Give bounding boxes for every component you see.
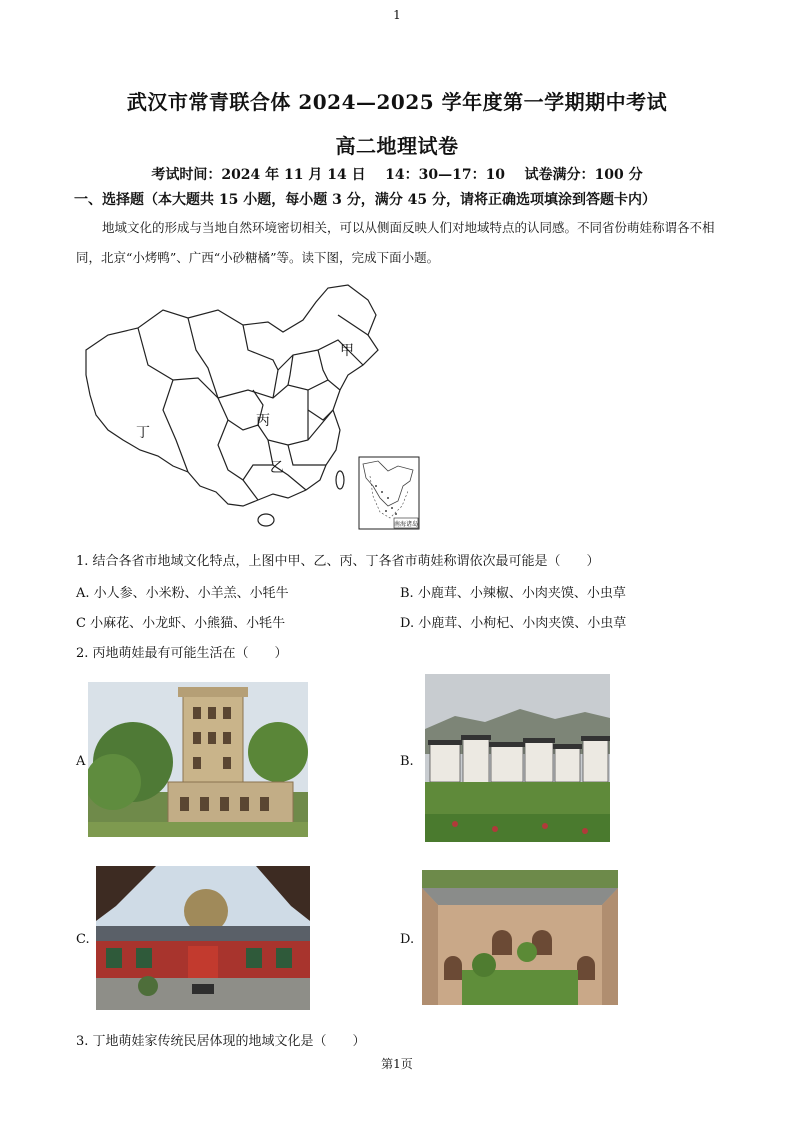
map-label-ding: 丁 — [136, 425, 150, 441]
q1-option-d[interactable]: D. 小鹿茸、小枸杞、小肉夹馍、小虫草 — [400, 616, 627, 631]
question-3-stem: 3. 丁地萌娃家传统民居体现的地域文化是（ ） — [76, 1034, 366, 1049]
q2-image-option-b-label[interactable]: B. — [400, 754, 414, 769]
question-2-stem: 2. 丙地萌娃最有可能生活在（ ） — [76, 646, 288, 661]
intro-paragraph: 地域文化的形成与当地自然环境密切相关，可以从侧面反映人们对地域特点的认同感。不同省份萌娃称谓各不相同，北京“小烤鸭”、广西“小砂糖橘”等。读下图，完成下面小题。 — [76, 220, 715, 265]
q2-image-c-siheyuan-photo[interactable] — [96, 866, 310, 1010]
q1-option-c[interactable]: C 小麻花、小龙虾、小熊猫、小牦牛 — [76, 616, 286, 631]
q2-image-b-huizhou-village-photo[interactable] — [425, 674, 610, 842]
q2-image-option-d-label[interactable]: D. — [400, 932, 415, 947]
map-label-bing: 丙 — [256, 413, 270, 429]
question-1-stem: 1. 结合各省市地域文化特点，上图中甲、乙、丙、丁各省市萌娃称谓依次最可能是（ ） — [76, 554, 600, 569]
q1-option-b[interactable]: B. 小鹿茸、小辣椒、小肉夹馍、小虫草 — [400, 586, 626, 601]
section-heading: 一、选择题（本大题共 15 小题，每小题 3 分，满分 45 分，请将正确选项填涂到答题卡内） — [74, 192, 656, 208]
page-number-top: 1 — [393, 8, 401, 22]
exam-subtitle: 高二地理试卷 — [335, 134, 459, 158]
page-footer: 第1页 — [381, 1057, 413, 1071]
inset-caption: 南海诸岛 — [393, 521, 419, 528]
exam-info: 考试时间：2024 年 11 月 14 日 14：30—17：10 试卷满分：100 分 — [151, 167, 643, 183]
exam-title: 武汉市常青联合体 2024—2025 学年度第一学期期中考试 — [126, 90, 668, 114]
q2-image-d-cave-dwelling-photo[interactable] — [422, 870, 618, 1005]
south-china-sea-inset — [358, 456, 420, 530]
q1-option-a[interactable]: A. 小人参、小米粉、小羊羔、小牦牛 — [76, 586, 289, 601]
q2-image-a-diaolou-photo[interactable] — [88, 682, 308, 837]
q2-image-option-a-label[interactable]: A — [76, 754, 86, 769]
q2-image-option-c-label[interactable]: C. — [76, 932, 90, 947]
map-label-jia: 甲 — [340, 343, 354, 359]
map-label-yi: 乙 — [270, 460, 284, 476]
